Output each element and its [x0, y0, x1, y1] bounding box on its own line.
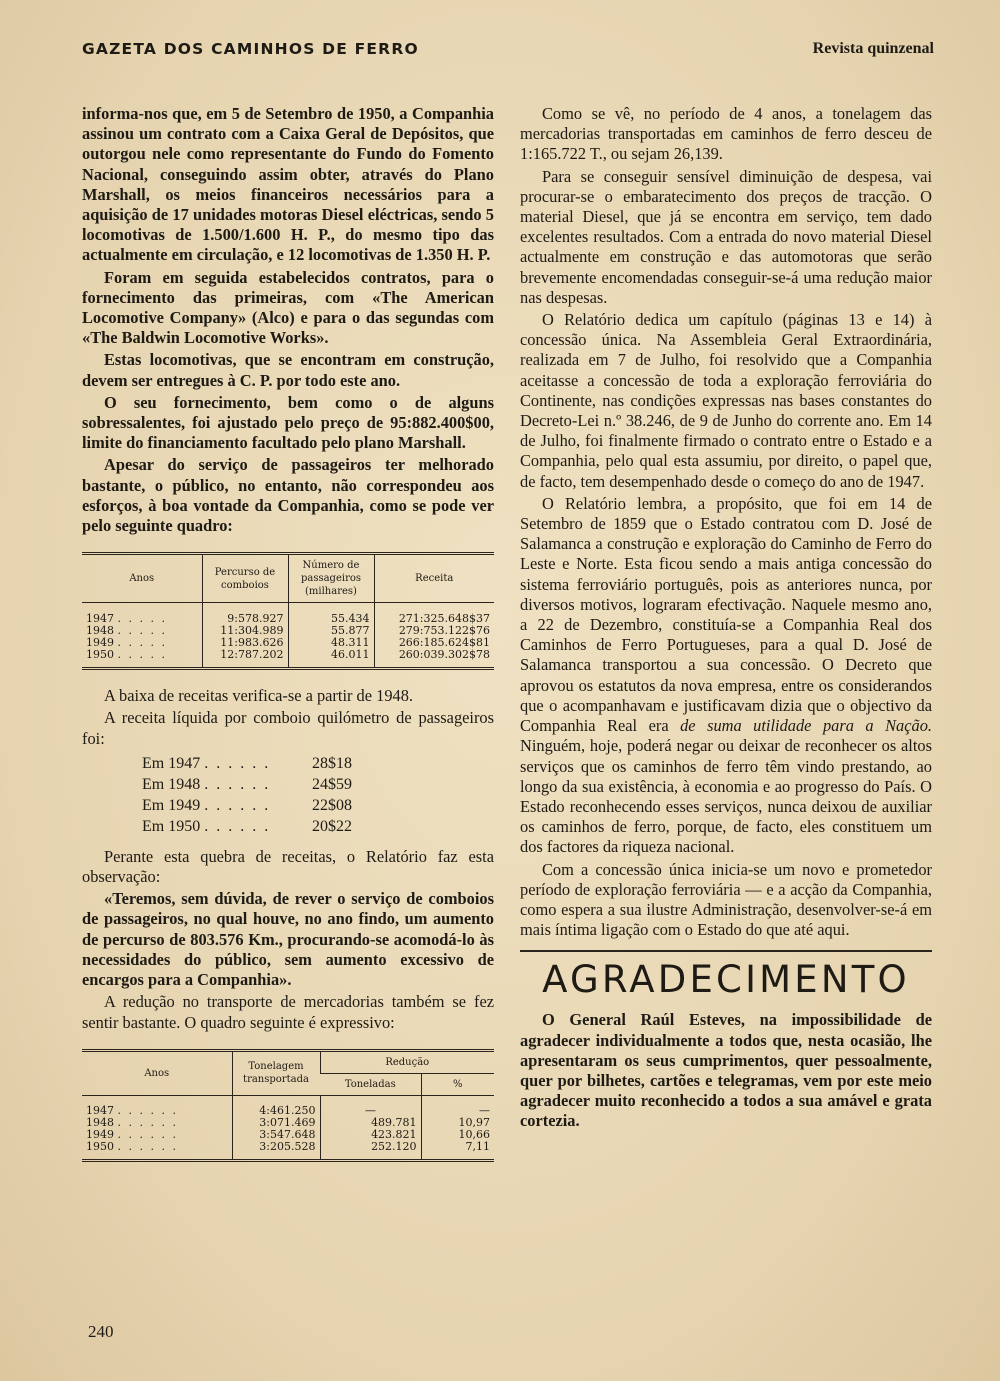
table-row: 1947 . . . . . 9:578.927 55.434 271:325.648$37 [82, 613, 494, 625]
paragraph: O seu fornecimento, bem como o de alguns sobressalentes, foi ajustado pelo preço de 95:882.400$00, limite do financiamento facultado pelo plano Marshall. [82, 392, 494, 453]
running-header [82, 40, 934, 66]
table-row: 1947 . . . . . . 4:461.250 — — [82, 1105, 494, 1117]
table-row: 1949 . . . . . . 3:547.648 423.821 10,66 [82, 1129, 494, 1141]
table-row: 1948 . . . . . . 3:071.469 489.781 10,97 [82, 1117, 494, 1129]
divider [520, 950, 932, 952]
journal-subtitle: Revista quinzenal [812, 40, 934, 57]
paragraph: A redução no transporte de mercadorias também se fez sentir bastante. O quadro seguinte é expressivo: [82, 992, 494, 1032]
journal-title: GAZETA DOS CAMINHOS DE FERRO [82, 40, 419, 58]
paragraph: A baixa de receitas verifica-se a partir de 1948. [104, 686, 413, 706]
right-column [520, 104, 932, 1134]
paragraph: Para se conseguir sensível diminuição de despesa, vai procurar-se o embaratecimento dos preços de tracção. O material Diesel, que já se encontra em serviço, tem dado excelentes resultados. Com a entrada do novo material Diesel actualmente em construção e das automotoras que serão brevemente encomendadas conseguir-se-á uma redução maior nas despesas. [520, 166, 932, 307]
paragraph: Estas locomotivas, que se encontram em construção, devem ser entregues à C. P. por todo este ano. [82, 350, 494, 390]
table-header: Toneladas [320, 1073, 421, 1095]
paragraph: A receita líquida por comboio quilómetro de passageiros foi: [82, 708, 494, 748]
list-item: Em 1949 . . . . . . 22$08 [142, 796, 352, 814]
list-item: Em 1950 . . . . . . 20$22 [142, 817, 352, 835]
table-row: 1949 . . . . . 11:983.626 48.311 266:185.624$81 [82, 637, 494, 649]
table-header: Anos [82, 1050, 232, 1095]
paragraph: Perante esta quebra de receitas, o Relatório faz esta observação: [82, 846, 494, 887]
paragraph: Como se vê, no período de 4 anos, a tonelagem das mercadorias transportadas em caminhos de ferro desceu de 1:165.722 T., ou sejam 26,139. [520, 104, 932, 164]
table-row: 1948 . . . . . 11:304.989 55.877 279:753.122$76 [82, 625, 494, 637]
table-header: Número de passageiros (milhares) [288, 554, 374, 603]
left-column [82, 104, 494, 1179]
table-row: 1950 . . . . . 12:787.202 46.011 260:039.302$78 [82, 649, 494, 669]
agradecimento-title: AGRADECIMENTO [542, 958, 910, 1002]
paragraph: Com a concessão única inicia-se um novo e prometedor período de exploração ferroviária — e a acção da Companhia, como espera a sua ilustre Administração, desenvolver-se-á em mais íntima ligação com o Estado do que até aqui. [520, 859, 932, 940]
list-item: Em 1947 . . . . . . 28$18 [142, 754, 352, 772]
page-number: 240 [88, 1322, 114, 1341]
table-row: 1950 . . . . . . 3:205.528 252.120 7,11 [82, 1141, 494, 1161]
list-item: Em 1948 . . . . . . 24$59 [142, 775, 352, 793]
paragraph: «Teremos, sem dúvida, de rever o serviço de comboios de passageiros, no qual houve, no ano findo, um aumento de percurso de 803.576 Km., procurando-se acomodá-lo às necessidades do público, sem aumento excessivo de encargos para a Companhia». [82, 889, 494, 990]
table-header: % [421, 1073, 494, 1095]
italic-quote: de suma utilidade para a Nação. [680, 716, 932, 736]
passenger-table [82, 552, 494, 672]
receita-list [142, 753, 494, 837]
freight-table [82, 1049, 494, 1165]
paragraph: Foram em seguida estabelecidos contratos, para o fornecimento das primeiras, com «The American Locomotive Company» (Alco) e para o das segundas com «The Baldwin Locomotive Works». [82, 267, 494, 348]
table-header: Percurso de comboios [202, 554, 288, 603]
paragraph: O Relatório dedica um capítulo (páginas 13 e 14) à concessão única. Na Assembleia Geral Extraordinária, realizada em 7 de Julho, foi resolvido que a Companhia aceitasse a concessão de toda a exploração ferroviária do Continente, nas condições expressas nas bases constantes do Decreto-Lei n.º 38.246, de 9 de Junho do corrente ano. Em 14 de Julho, foi finalmente firmado o contrato entre o Estado e a Companhia, pelo qual esta assumiu, por direito, o papel que, de facto, tem desempenhado desde o começo do ano de 1947. [520, 310, 932, 491]
table-header: Receita [374, 554, 494, 603]
agradecimento-text: O General Raúl Esteves, na impossibilidade de agradecer individualmente a todos que, nesta ocasião, lhe apresentaram os seus cumprimentos, quer pessoalmente, quer por bilhetes, cartões e telegramas, vem por este meio agradecer muito reconhecido a todos a sua amável e grata cortezia. [520, 1010, 932, 1131]
table-header: Redução [320, 1050, 494, 1073]
table-header: Anos [82, 554, 202, 603]
paragraph: Apesar do serviço de passageiros ter melhorado bastante, o público, no entanto, não correspondeu aos esforços, à boa vontade da Companhia, como se pode ver pelo seguinte quadro: [82, 455, 494, 536]
paragraph: informa-nos que, em 5 de Setembro de 1950, a Companhia assinou um contrato com a Caixa Geral de Depósitos, que outorgou nele como representante do Fundo do Fomento Nacional, conseguindo assim obter, através do Plano Marshall, os meios financeiros necessários para a aquisição de 17 unidades motoras Diesel eléctricas, sendo 5 locomotivas de 1.500/1.600 H. P., do mesmo tipo das actualmente em circulação, e 12 locomotivas de 1.350 H. P. [82, 104, 494, 265]
paragraph: O Relatório lembra, a propósito, que foi em 14 de Setembro de 1859 que o Estado contratou com D. José de Salamanca a construção e exploração do Caminho de Ferro do Leste e Norte. Esta ficou sendo a mais antiga concessão do sistema ferroviário português, pois as anteriores nunca, por diversos motivos, lograram efectivação. Naquele mesmo ano, a 22 de Dezembro, constituía-se a Companhia Real dos Caminhos de Ferro Portugueses, para a qual D. José de Salamanca transportou a sua concessão. O Decreto que aprovou os estatutos da nova empresa, entre os considerandos que o acompanhavam e justificavam dizia que o objectivo da Companhia Real era de suma utilidade para a Nação. Ninguém, hoje, poderá negar ou deixar de reconhecer os altos serviços que os caminhos de ferro têm vindo prestando, ao longo da sua existência, à economia e ao progresso do País. O Estado reconhecendo esses serviços, nunca deixou de auxiliar os caminhos de ferro, porque, de facto, eles constituem um dos factores da riqueza nacional. [520, 493, 932, 857]
table-header: Tonelagem transportada [232, 1050, 320, 1095]
